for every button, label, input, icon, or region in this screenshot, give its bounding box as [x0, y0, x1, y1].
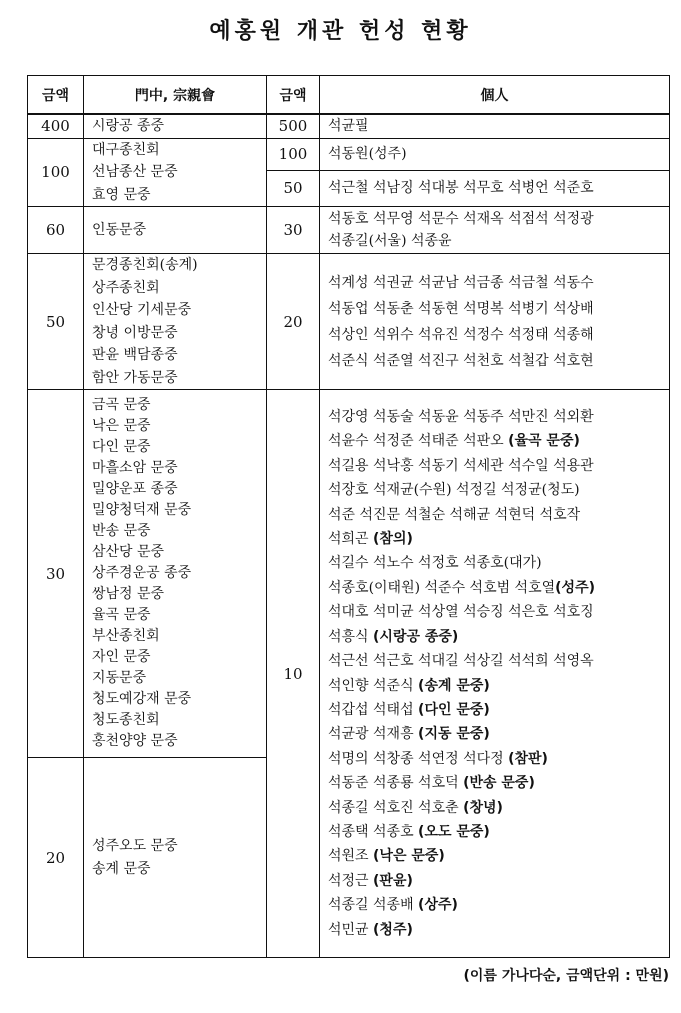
- individual-line: 석인향 석준식 (송계 문중): [328, 677, 490, 694]
- individual-line: 석준식 석준열 석진구 석천호 석철갑 석호현: [328, 352, 594, 369]
- individual-line: 석갑섭 석태섭 (다인 문중): [328, 701, 490, 718]
- individual-line: 석종길 석종배 (상주): [328, 897, 458, 914]
- group-amount: 30: [28, 390, 84, 758]
- group-list: [84, 758, 267, 958]
- group-list: [84, 114, 267, 138]
- individual-line: 석계성 석권균 석균남 석금종 석금철 석동수: [328, 274, 594, 291]
- individual-line: 석강영 석동술 석동윤 석동주 석만진 석외환: [328, 409, 594, 426]
- individual-line: 석동원(성주): [328, 145, 407, 162]
- group-name: 밀양운포 종중: [92, 481, 178, 497]
- group-name: 밀양청덕재 문중: [92, 502, 192, 518]
- footnote: (이름 가나다순, 금액단위 : 만원): [463, 968, 669, 984]
- header-individual: 個人: [320, 76, 670, 115]
- table-row: [28, 254, 670, 390]
- individual-line: 석종길 석호진 석호춘 (창녕): [328, 799, 503, 816]
- group-name: 문경종친회(송계): [92, 257, 198, 273]
- individual-line: 석근선 석근호 석대길 석상길 석석희 석영옥: [328, 653, 594, 670]
- individual-line: 석흥식 (시랑공 종중): [328, 628, 459, 645]
- individual-line: 석명의 석창종 석연정 석다정 (참판): [328, 750, 548, 767]
- header-group: 門中, 宗親會: [84, 76, 267, 115]
- individual-line: 석길용 석낙홍 석동기 석세관 석수일 석용관: [328, 457, 594, 474]
- group-list: [84, 138, 267, 207]
- individual-line: 석근철 석남징 석대봉 석무호 석병언 석준호: [328, 180, 594, 197]
- group-name: 삼산당 문중: [92, 544, 165, 560]
- individual-amount: 20: [267, 254, 320, 390]
- individual-line: 석윤수 석정준 석태준 석판오 (율곡 문중): [328, 433, 580, 450]
- page-title: 예홍원 개관 헌성 현황: [209, 19, 472, 44]
- individual-list: [320, 254, 670, 390]
- individual-line: 석동준 석종룡 석호덕 (반송 문중): [328, 775, 535, 792]
- group-name: 판윤 백담종중: [92, 347, 178, 363]
- group-name: 부산종친회: [92, 628, 160, 644]
- group-name: 홍천양양 문중: [92, 733, 178, 749]
- table-row: [28, 114, 670, 138]
- group-name: 인산당 기세문중: [92, 302, 192, 318]
- individual-line: 석대호 석미균 석상열 석승징 석은호 석호징: [328, 604, 594, 621]
- group-amount: 20: [28, 758, 84, 958]
- table-row: [28, 207, 670, 254]
- group-name: 자인 문중: [92, 649, 151, 665]
- group-name: 다인 문중: [92, 439, 151, 455]
- group-name: 선남종산 문중: [92, 164, 178, 180]
- individual-list: [320, 390, 670, 958]
- group-list: [84, 254, 267, 390]
- individual-line: 석길수 석노수 석정호 석종호(대가): [328, 555, 542, 572]
- group-name: 상주종친회: [92, 279, 160, 296]
- group-name: 성주오도 문중: [92, 838, 178, 854]
- group-name: 금곡 문중: [92, 397, 151, 413]
- individual-list: [320, 138, 670, 170]
- individual-line: 석희곤 (참의): [328, 531, 413, 548]
- group-name: 반송 문중: [92, 523, 151, 539]
- individual-amount: 50: [267, 170, 320, 206]
- group-name: 창녕 이방문중: [92, 324, 178, 341]
- individual-line: 석민균 (청주): [328, 921, 413, 938]
- individual-line: 석장호 석재균(수원) 석정길 석정균(청도): [328, 482, 580, 499]
- individual-amount: 10: [267, 390, 320, 958]
- header-amount-left: 금액: [28, 76, 84, 115]
- group-name: 청도예강재 문중: [92, 691, 192, 707]
- group-name: 효영 문중: [92, 186, 151, 203]
- table-row: [28, 390, 670, 758]
- header-amount-right: 금액: [267, 76, 320, 115]
- group-amount: 60: [28, 207, 84, 254]
- group-name: 율곡 문중: [92, 607, 151, 623]
- group-name: 대구종친회: [92, 141, 160, 158]
- individual-list: [320, 114, 670, 138]
- group-name: 송계 문중: [92, 860, 151, 877]
- group-list: [84, 207, 267, 254]
- group-amount: 100: [28, 138, 84, 207]
- individual-amount: 500: [267, 114, 320, 138]
- table-row: [28, 138, 670, 170]
- individual-line: 석동호 석무영 석문수 석재옥 석점석 석정광: [328, 210, 594, 227]
- group-name: 쌍남정 문중: [92, 586, 165, 602]
- group-amount: 400: [28, 114, 84, 138]
- individual-line: 석균필: [328, 118, 369, 134]
- individual-line: 석정근 (판윤): [328, 872, 413, 889]
- individual-line: 석종택 석종호 (오도 문중): [328, 823, 490, 840]
- header-row: [28, 76, 670, 115]
- group-name: 인동문중: [92, 221, 147, 238]
- individual-list: [320, 207, 670, 254]
- group-name: 시랑공 종중: [92, 118, 165, 134]
- group-list: [84, 390, 267, 758]
- group-name: 마흘소암 문중: [92, 460, 178, 476]
- individual-amount: 100: [267, 138, 320, 170]
- individual-amount: 30: [267, 207, 320, 254]
- individual-line: 석종호(이태원) 석준수 석호범 석호열(성주): [328, 579, 595, 596]
- individual-line: 석상인 석위수 석유진 석정수 석정태 석종해: [328, 326, 594, 343]
- group-name: 함안 가동문중: [92, 369, 178, 386]
- individual-list: [320, 170, 670, 206]
- group-name: 상주경운공 종중: [92, 565, 192, 581]
- group-name: 지동문중: [92, 670, 147, 686]
- group-name: 청도종친회: [92, 712, 160, 728]
- individual-line: 석원조 (낙은 문중): [328, 848, 445, 865]
- donation-table: [27, 75, 670, 958]
- individual-line: 석종길(서울) 석종윤: [328, 233, 452, 249]
- group-amount: 50: [28, 254, 84, 390]
- group-name: 낙은 문중: [92, 418, 151, 434]
- individual-line: 석동업 석동춘 석동현 석명복 석병기 석상배: [328, 300, 594, 317]
- individual-line: 석준 석진문 석철순 석해균 석현덕 석호작: [328, 506, 581, 523]
- individual-line: 석균광 석재흥 (지동 문중): [328, 726, 490, 743]
